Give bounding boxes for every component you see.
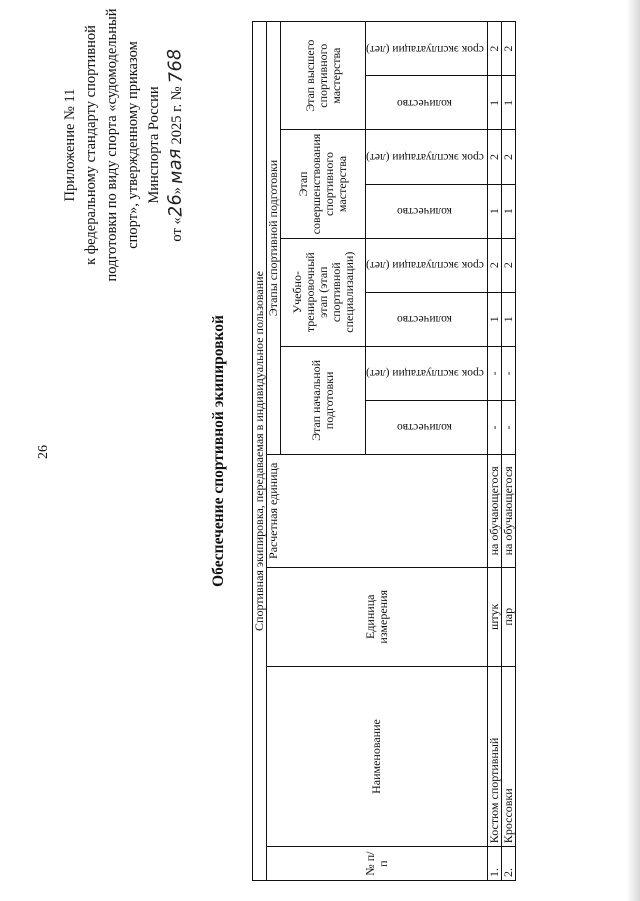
appendix-header bbox=[60, 0, 188, 295]
document-title: Обеспечение спортивной экипировкой bbox=[210, 315, 227, 587]
sub-header-qty-3-text: количество bbox=[397, 205, 453, 218]
order-date-line bbox=[165, 0, 188, 295]
cell-value: - bbox=[487, 346, 501, 400]
date-prefix: от « bbox=[169, 217, 185, 242]
sub-header-term-3-text: срок эксплуатации (лет) bbox=[366, 150, 484, 163]
sub-header-term-1 bbox=[366, 346, 488, 400]
cell-value: 1 bbox=[487, 184, 501, 238]
cell-value: 1 bbox=[501, 184, 515, 238]
column-header-number: № п/п bbox=[267, 847, 488, 881]
stages-caption: Этапы спортивной подготовки bbox=[267, 22, 281, 455]
cell-value: 1 bbox=[501, 76, 515, 130]
sub-header-term-4-text: срок эксплуатации (лет) bbox=[366, 42, 484, 55]
item-calc-unit: на обучающегося bbox=[501, 454, 515, 567]
table-caption: Спортивная экипировка, передаваемая в индивидуальное пользование bbox=[253, 22, 267, 881]
item-calc-unit: на обучающегося bbox=[487, 454, 501, 567]
cell-value: 2 bbox=[501, 238, 515, 292]
appendix-line-3: подготовки по виду спорта «судомодельный bbox=[104, 8, 120, 282]
stage-header-1: Этап начальной подготовки bbox=[281, 346, 366, 454]
item-name: Костюм спортивный bbox=[487, 666, 501, 846]
cell-value: 2 bbox=[501, 22, 515, 76]
cell-value: - bbox=[487, 400, 501, 454]
sub-header-term-3 bbox=[366, 130, 488, 184]
cell-value: 2 bbox=[501, 130, 515, 184]
cell-value: 1 bbox=[487, 76, 501, 130]
sub-header-term-2-text: срок эксплуатации (лет) bbox=[366, 259, 484, 272]
column-header-calc-unit: Расчетная единица bbox=[267, 454, 488, 567]
cell-value: 2 bbox=[487, 22, 501, 76]
stage-header-3: Этап совершенствования спортивного мастерства bbox=[281, 130, 366, 238]
handwritten-month: мая bbox=[163, 147, 188, 185]
sub-header-term-4 bbox=[366, 22, 488, 76]
cell-value: 2 bbox=[487, 130, 501, 184]
cell-value: 1 bbox=[501, 292, 515, 346]
date-mid: » bbox=[169, 187, 185, 195]
cell-value: 1 bbox=[487, 292, 501, 346]
stage-header-4: Этап высшего спортивного мастерства bbox=[281, 22, 366, 130]
column-header-unit: Единица измерения bbox=[267, 567, 488, 666]
sub-header-qty-2-text: количество bbox=[397, 313, 453, 326]
table-row bbox=[487, 22, 501, 881]
stage-header-2: Учебно-тренировочный этап (этап спортивной специализации) bbox=[281, 238, 366, 346]
handwritten-day: 26 bbox=[164, 193, 187, 219]
sub-header-term-1-text: срок эксплуатации (лет) bbox=[366, 367, 484, 380]
page-number: 26 bbox=[36, 445, 51, 459]
sub-header-term-2 bbox=[366, 238, 488, 292]
date-year: 2025 г. № bbox=[169, 86, 185, 145]
item-unit: штук bbox=[487, 567, 501, 666]
row-number: 1. bbox=[487, 847, 501, 881]
equipment-table bbox=[252, 21, 516, 881]
sub-header-qty-2 bbox=[366, 292, 488, 346]
appendix-line-2: к федеральному стандарту спортивной bbox=[83, 25, 99, 265]
row-number: 2. bbox=[501, 847, 515, 881]
sub-header-qty-4 bbox=[366, 76, 488, 130]
cell-value: - bbox=[501, 400, 515, 454]
cell-value: - bbox=[501, 346, 515, 400]
appendix-line-1: Приложение № 11 bbox=[62, 88, 78, 202]
handwritten-order-number: 768 bbox=[163, 47, 188, 84]
stages-caption-row bbox=[267, 22, 281, 881]
table-row bbox=[501, 22, 515, 881]
sub-header-qty-1 bbox=[366, 400, 488, 454]
sub-header-qty-3 bbox=[366, 184, 488, 238]
cell-value: 2 bbox=[487, 238, 501, 292]
appendix-line-4: спорт», утвержденному приказом bbox=[125, 41, 141, 249]
table-caption-row bbox=[253, 22, 267, 881]
sub-header-qty-1-text: количество bbox=[397, 421, 453, 434]
item-unit: пар bbox=[501, 567, 515, 666]
appendix-line-5: Минспорта России bbox=[146, 86, 162, 204]
item-name: Кроссовки bbox=[501, 666, 515, 846]
sub-header-qty-4-text: количество bbox=[397, 96, 453, 109]
column-header-name: Наименование bbox=[267, 666, 488, 846]
